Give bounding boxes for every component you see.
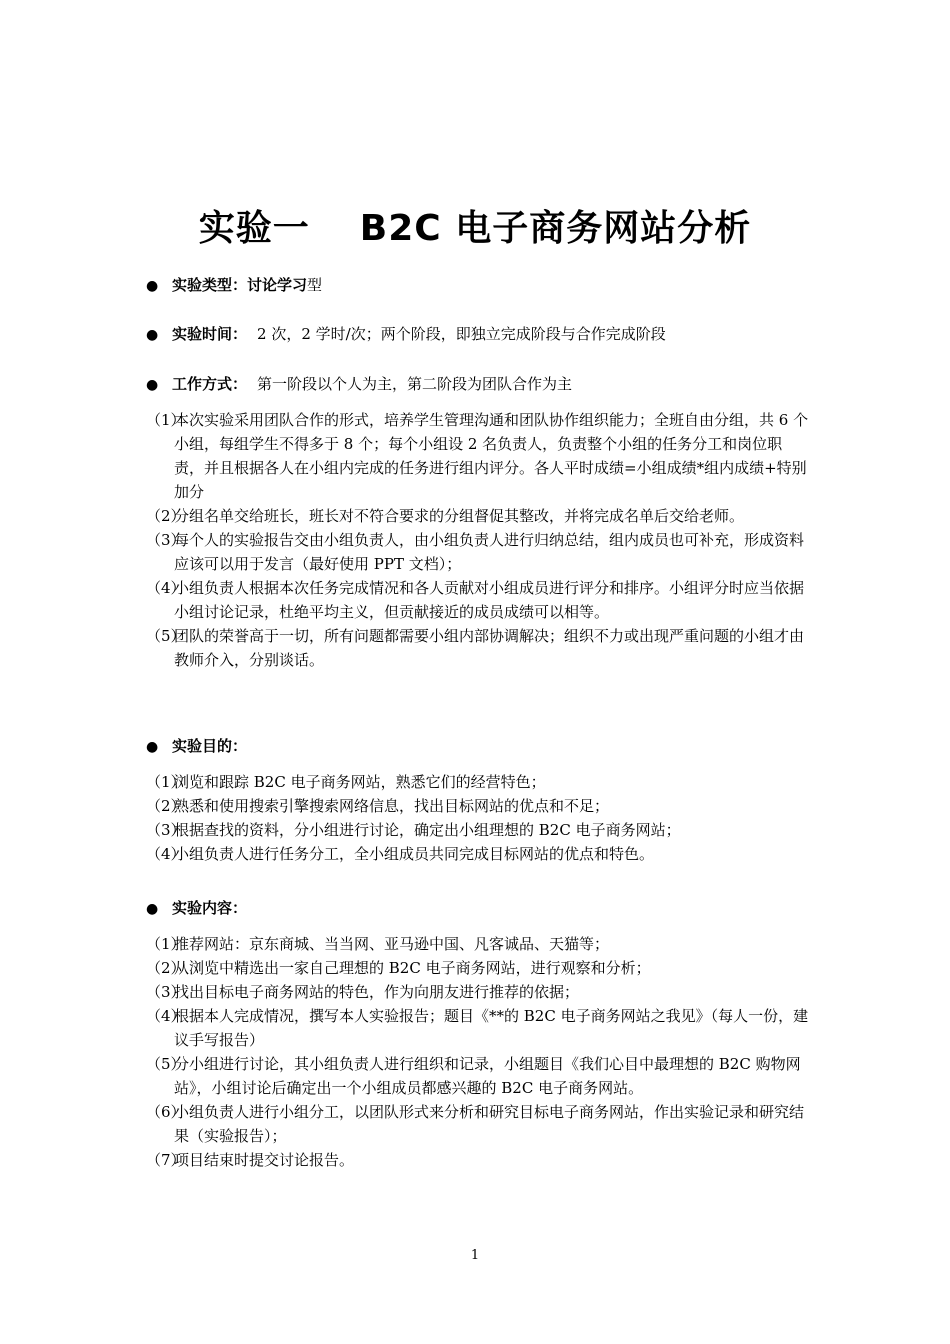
list-item: （7） 项目结束时提交讨论报告。: [146, 1151, 355, 1169]
list-item: （4） 根据本人完成情况，撰写本人实验报告；题目《**的 B2C 电子商务网站之我见》（每人一份，建议手写报告）: [146, 1007, 809, 1049]
time-label: 实验时间：: [172, 325, 248, 343]
bullet-icon: ●: [146, 278, 159, 294]
list-item: （1） 浏览和跟踪 B2C 电子商务网站，熟悉它们的经营特色；: [146, 773, 546, 791]
list-item: （2） 从浏览中精选出一家自己理想的 B2C 电子商务网站，进行观察和分析；: [146, 959, 651, 977]
list-item: （5） 团队的荣誉高于一切，所有问题都需要小组内部协调解决；组织不力或出现严重问题的小组才由教师介入，分别谈话。: [146, 627, 805, 669]
list-item: （1） 推荐网站：京东商城、当当网、亚马逊中国、凡客诚品、天猫等；: [146, 935, 610, 953]
work-list: [146, 408, 810, 672]
type-label: 实验类型：讨论学习: [172, 276, 308, 294]
content-label: 实验内容：: [172, 899, 248, 917]
page-number: 1: [470, 1248, 480, 1263]
list-item: （2） 熟悉和使用搜索引擎搜索网络信息，找出目标网站的优点和不足；: [146, 797, 610, 815]
page-title: [0, 200, 950, 251]
list-item: （4） 小组负责人根据本次任务完成情况和各人贡献对小组成员进行评分和排序。小组评分时应当依据小组讨论记录，杜绝平均主义，但贡献接近的成员成绩可以相等。: [146, 579, 805, 621]
purpose-row: [146, 736, 247, 757]
bullet-icon: ●: [146, 901, 159, 917]
list-item: （2） 分组名单交给班长，班长对不符合要求的分组督促其整改，并将完成名单后交给老师。: [146, 507, 745, 525]
bullet-icon: ●: [146, 327, 159, 343]
purpose-list: [146, 770, 810, 866]
work-row: [146, 374, 572, 395]
content-row: [146, 898, 247, 919]
type-row: [146, 275, 322, 296]
type-value: 型: [307, 276, 323, 294]
list-item: （3） 根据查找的资料，分小组进行讨论，确定出小组理想的 B2C 电子商务网站；: [146, 821, 681, 839]
list-item: （4） 小组负责人进行任务分工，全小组成员共同完成目标网站的优点和特色。: [146, 845, 655, 863]
list-item: （3） 找出目标电子商务网站的特色，作为向朋友进行推荐的依据；: [146, 983, 580, 1001]
work-value: 第一阶段以个人为主，第二阶段为团队合作为主: [257, 375, 573, 393]
title-part1: 实验一: [198, 208, 310, 249]
time-value: 2 次，2 学时/次；两个阶段，即独立完成阶段与合作完成阶段: [257, 325, 666, 343]
list-item: （3） 每个人的实验报告交由小组负责人，由小组负责人进行归纳总结，组内成员也可补充，形成资料应该可以用于发言（最好使用 PPT 文档）；: [146, 531, 805, 573]
purpose-label: 实验目的：: [172, 737, 248, 755]
list-item: （5） 分小组进行讨论，其小组负责人进行组织和记录，小组题目《我们心目中最理想的 B2C 购物网站》，小组讨论后确定出一个小组成员都感兴趣的 B2C 电子商务网站。: [146, 1055, 801, 1097]
work-label: 工作方式：: [172, 375, 248, 393]
list-item: （1） 本次实验采用团队合作的形式，培养学生管理沟通和团队协作组织能力；全班自由分组，共 6 个小组，每组学生不得多于 8 个；每个小组设 2 名负责人，负责整个小组的任务分工和岗位职责，并且根据各人在小组内完成的任务进行组内评分。各人平时成绩=小组成绩*组内成绩+特别加分: [146, 411, 809, 501]
bullet-icon: ●: [146, 739, 159, 755]
time-row: [146, 324, 666, 345]
title-part2: B2C 电子商务网站分析: [359, 208, 752, 249]
content-list: [146, 932, 810, 1172]
list-item: （6） 小组负责人进行小组分工，以团队形式来分析和研究目标电子商务网站，作出实验记录和研究结果（实验报告）；: [146, 1103, 805, 1145]
bullet-icon: ●: [146, 377, 159, 393]
